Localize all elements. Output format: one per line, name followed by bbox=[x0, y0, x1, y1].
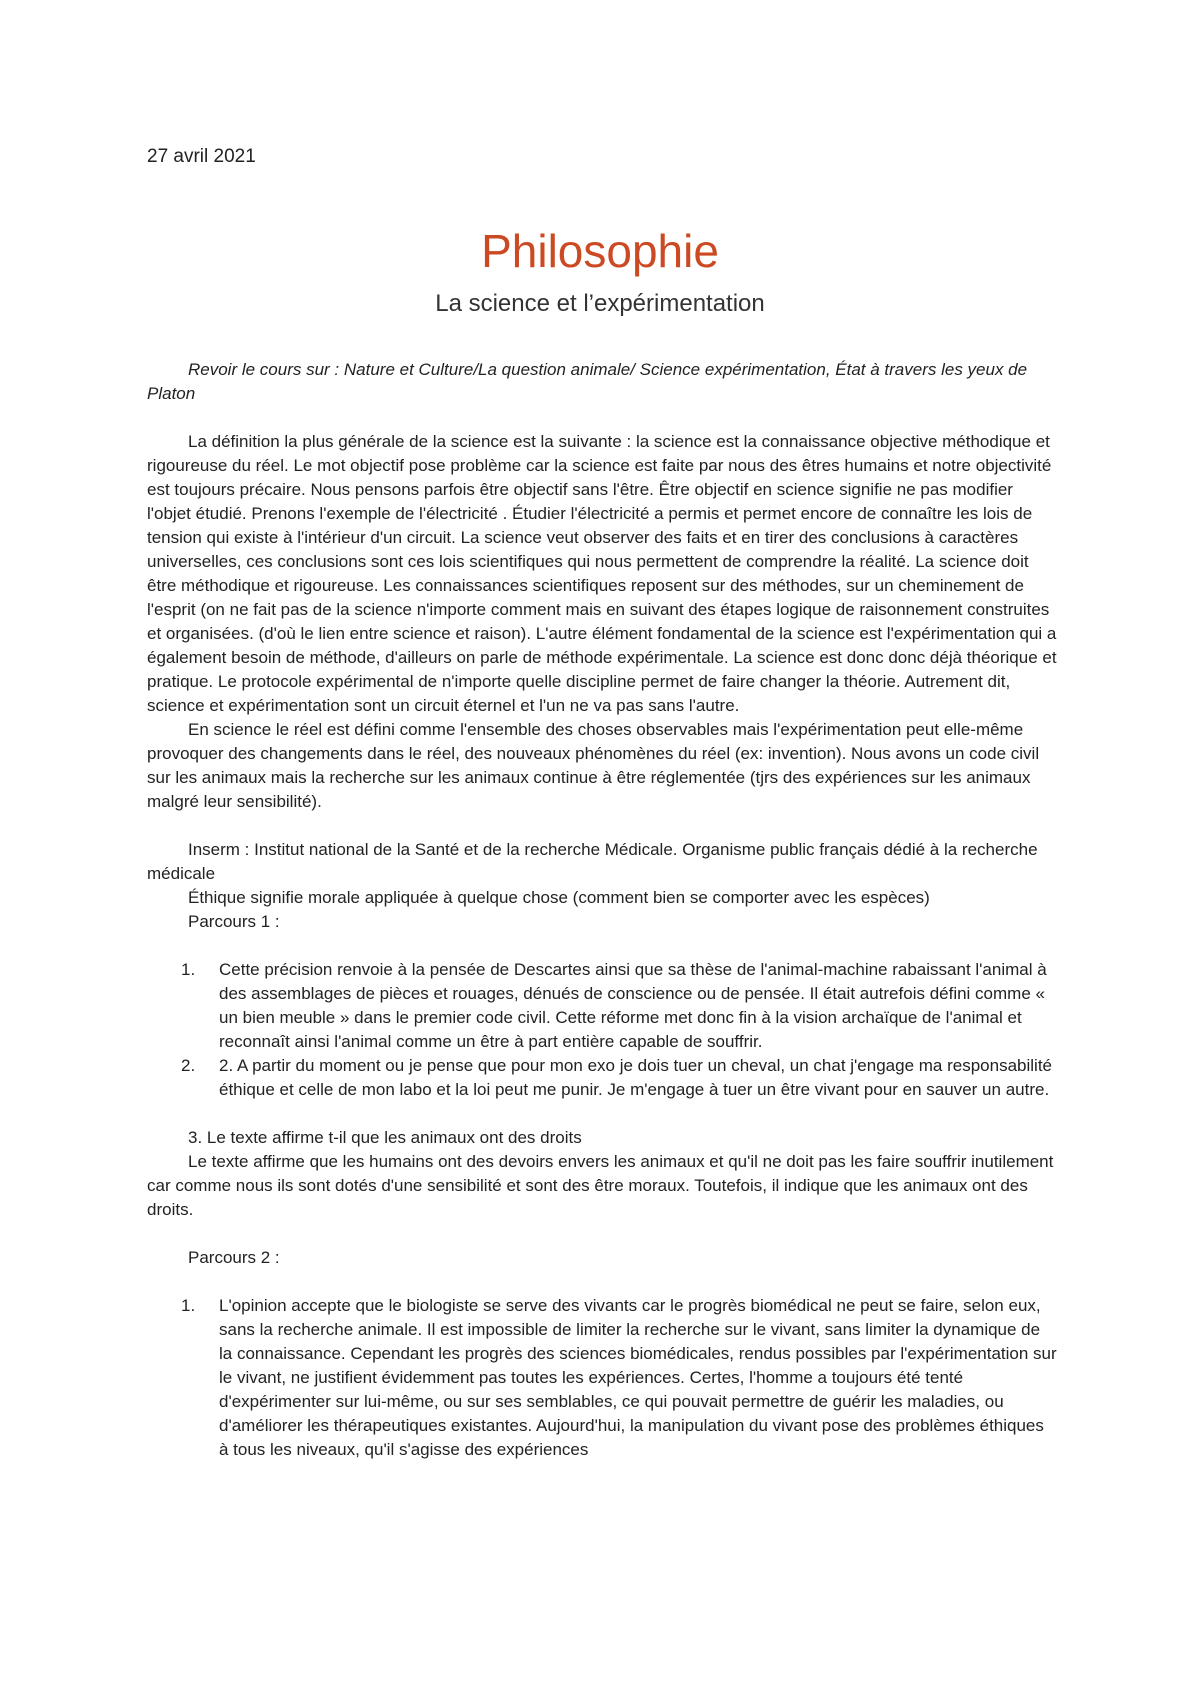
intro-paragraph: Revoir le cours sur : Nature et Culture/La question animale/ Science expérimentation, État à travers les yeux de Platon bbox=[147, 360, 1028, 403]
list-item-text: 2. A partir du moment ou je pense que pour mon exo je dois tuer un cheval, un chat j'engage ma responsabilité éthique et celle de mon labo et la loi peut me punir. Je m'engage à tuer un être vivant pour en sauver un autre. bbox=[219, 1056, 1052, 1099]
parcours-2-list bbox=[147, 1294, 1057, 1462]
parcours-1-list bbox=[147, 958, 1057, 1102]
parcours-1-heading: Parcours 1 : bbox=[188, 912, 280, 931]
question-3: 3. Le texte affirme t-il que les animaux ont des droits bbox=[188, 1128, 582, 1147]
list-item-text: L'opinion accepte que le biologiste se serve des vivants car le progrès biomédical ne peut se faire, selon eux, sans la recherche animale. Il est impossible de limiter la recherche sur le vivant, sans limiter la dynamique de la connaissance. Cependant les progrès des sciences biomédicales, rendus possibles par l'expérimentation sur le vivant, ne justifient évidemment pas toutes les expériences. Certes, l'homme a toujours été tenté d'expérimenter sur lui-même, ou sur ses semblables, ce qui pouvait permettre de guérir les maladies, ou d'améliorer les thérapeutiques existantes. Aujourd'hui, la manipulation du vivant pose des problèmes éthiques à tous les niveaux, qu'il s'agisse des expériences bbox=[219, 1296, 1057, 1459]
document-title: Philosophie bbox=[481, 225, 719, 277]
ethique-paragraph: Éthique signifie morale appliquée à quelque chose (comment bien se comporter avec les espèces) bbox=[188, 888, 930, 907]
list-item-number: 1. bbox=[181, 1296, 196, 1315]
list-item-number: 2. bbox=[181, 1056, 196, 1075]
document-subtitle: La science et l’expérimentation bbox=[435, 290, 765, 317]
list-item-text: Cette précision renvoie à la pensée de Descartes ainsi que sa thèse de l'animal-machine rabaissant l'animal à des assemblages de pièces et rouages, dénués de conscience ou de pensée. Il était autrefois défini comme « un bien meuble » dans le premier code civil. Cette réforme met donc fin à la vision archaïque de l'animal et reconnaît ainsi l'animal comme un être à part entière capable de souffrir. bbox=[219, 960, 1047, 1051]
body-paragraph-2: En science le réel est défini comme l'ensemble des choses observables mais l'expérimentation peut elle-même provoquer des changements dans le réel, des nouveaux phénomènes du réel (ex: invention). Nous avons un code civil sur les animaux mais la recherche sur les animaux continue à être réglementée (tjrs des expériences sur les animaux malgré leur sensibilité). bbox=[147, 720, 1040, 811]
answer-3: Le texte affirme que les humains ont des devoirs envers les animaux et qu'il ne doit pas les faire souffrir inutilement car comme nous ils sont dotés d'une sensibilité et sont des être moraux. Toutefois, il indique que les animaux ont des droits. bbox=[147, 1152, 1054, 1219]
document-date: 27 avril 2021 bbox=[147, 146, 256, 167]
document-body bbox=[147, 358, 1057, 1462]
list-item bbox=[147, 1054, 1057, 1102]
parcours-2-heading: Parcours 2 : bbox=[188, 1248, 280, 1267]
inserm-paragraph: Inserm : Institut national de la Santé et de la recherche Médicale. Organisme public français dédié à la recherche médicale bbox=[147, 840, 1038, 883]
list-item bbox=[147, 958, 1057, 1054]
body-paragraph-1: La définition la plus générale de la science est la suivante : la science est la connaissance objective méthodique et rigoureuse du réel. Le mot objectif pose problème car la science est faite par nous des êtres humains et notre objectivité est toujours précaire. Nous pensons parfois être objectif sans l'être. Être objectif en science signifie ne pas modifier l'objet étudié. Prenons l'exemple de l'électricité . Étudier l'électricité a permis et permet encore de connaître les lois de tension qui existe à l'intérieur d'un circuit. La science veut observer des faits et en tirer des conclusions à caractères universelles, ces conclusions sont ces lois scientifiques qui nous permettent de comprendre la réalité. La science doit être méthodique et rigoureuse. Les connaissances scientifiques reposent sur des méthodes, sur un cheminement de l'esprit (on ne fait pas de la science n'importe comment mais en suivant des étapes logique de raisonnement construites et organisées. (d'où le lien entre science et raison). L'autre élément fondamental de la science est l'expérimentation qui a également besoin de méthode, d'ailleurs on parle de méthode expérimentale. La science est donc donc déjà théorique et pratique. Le protocole expérimental de n'importe quelle discipline permet de faire changer la théorie. Autrement dit, science et expérimentation sont un circuit éternel et l'un ne va pas sans l'autre. bbox=[147, 432, 1057, 715]
list-item-number: 1. bbox=[181, 960, 196, 979]
list-item bbox=[147, 1294, 1057, 1462]
